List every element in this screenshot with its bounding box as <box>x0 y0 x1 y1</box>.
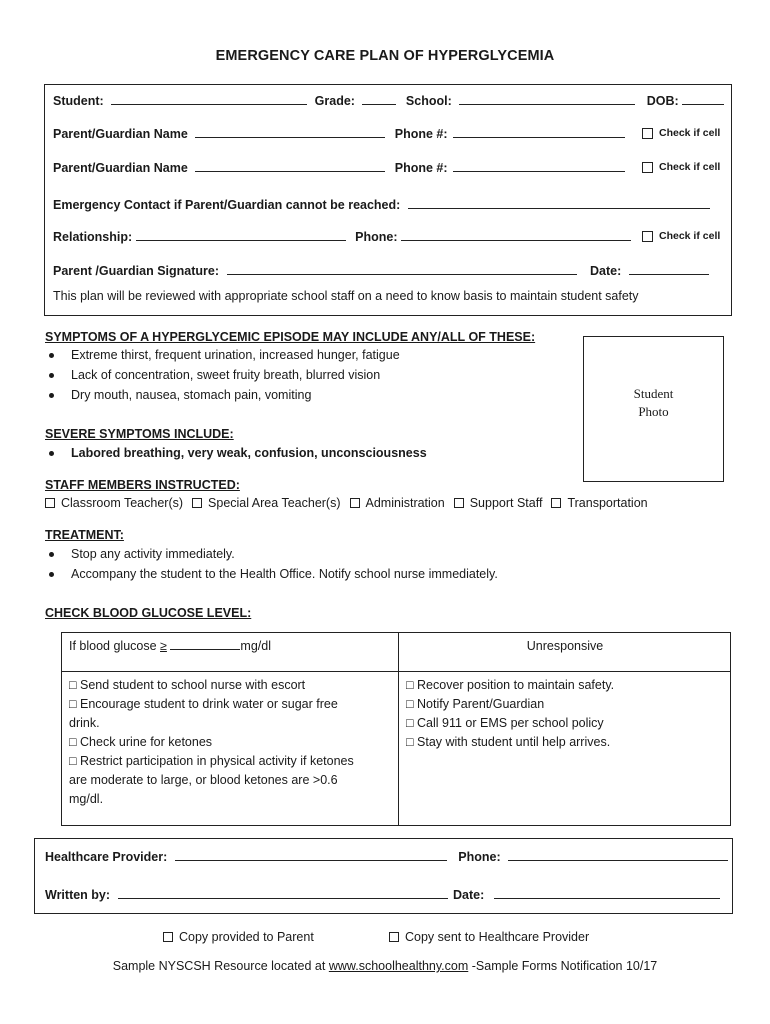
checkbox-icon <box>389 932 399 942</box>
parent1-label: Parent/Guardian Name <box>53 127 188 141</box>
signature-row <box>53 263 723 278</box>
symptoms-heading: SYMPTOMS OF A HYPERGLYCEMIC EPISODE MAY INCLUDE ANY/ALL OF THESE: <box>45 330 536 344</box>
checkbox-icon <box>642 231 653 242</box>
written-by-field[interactable] <box>118 887 448 899</box>
relationship-phone-label: Phone: <box>355 230 398 244</box>
signature-label: Parent /Guardian Signature: <box>53 264 220 278</box>
bullet-icon <box>49 373 54 378</box>
school-label: School: <box>405 94 452 108</box>
treatment-heading: TREATMENT: <box>45 528 124 542</box>
relationship-phone-field[interactable] <box>401 229 631 241</box>
emergency-contact-field[interactable] <box>408 197 710 209</box>
action-line: □ Send student to school nurse with escort <box>69 678 306 692</box>
copy-provider-option[interactable]: Copy sent to Healthcare Provider <box>389 930 589 944</box>
provider-phone-field[interactable] <box>508 849 728 861</box>
bullet-icon <box>49 393 54 398</box>
signature-date-field[interactable] <box>629 263 709 275</box>
parent2-phone-label: Phone #: <box>394 161 448 175</box>
staff-option-transportation[interactable]: Transportation <box>551 496 647 510</box>
parent1-cell-checkbox[interactable] <box>642 127 720 139</box>
signature-date-label: Date: <box>589 264 622 278</box>
student-info-box <box>44 84 732 316</box>
glucose-col2-actions <box>406 676 614 752</box>
parent2-name-field[interactable] <box>195 160 385 172</box>
checkbox-icon <box>350 498 360 508</box>
list-item <box>45 567 498 581</box>
bullet-icon <box>49 353 54 358</box>
dob-field[interactable] <box>682 93 724 105</box>
action-line: □ Encourage student to drink water or sugar free <box>69 697 338 711</box>
list-item <box>45 446 427 460</box>
parent1-name-field[interactable] <box>195 126 385 138</box>
glucose-heading: CHECK BLOOD GLUCOSE LEVEL: <box>45 606 252 620</box>
provider-phone-label: Phone: <box>458 850 501 864</box>
parent2-phone-field[interactable] <box>453 160 625 172</box>
staff-heading: STAFF MEMBERS INSTRUCTED: <box>45 478 240 492</box>
action-line: □ Call 911 or EMS per school policy <box>406 716 604 730</box>
action-line: □ Notify Parent/Guardian <box>406 697 545 711</box>
emergency-label: Emergency Contact if Parent/Guardian cannot be reached: <box>53 198 401 212</box>
action-line: are moderate to large, or blood ketones are >0.6 <box>69 773 338 787</box>
treatment-text: Stop any activity immediately. <box>71 547 235 561</box>
parent2-cell-checkbox[interactable] <box>642 161 720 173</box>
action-line: □ Check urine for ketones <box>69 735 213 749</box>
photo-label-line2: Photo <box>638 404 669 419</box>
student-label: Student: <box>53 94 104 108</box>
action-line: drink. <box>69 716 100 730</box>
student-row <box>53 93 723 108</box>
checkbox-icon <box>454 498 464 508</box>
page-title: EMERGENCY CARE PLAN OF HYPERGLYCEMIA <box>215 48 555 64</box>
photo-label-line1: Student <box>633 386 674 401</box>
relationship-field[interactable] <box>136 229 346 241</box>
written-date-field[interactable] <box>494 887 720 899</box>
list-item <box>45 547 235 561</box>
written-row <box>45 887 724 902</box>
signature-field[interactable] <box>227 263 577 275</box>
bullet-icon <box>49 552 54 557</box>
school-field[interactable] <box>459 93 635 105</box>
action-line: □ Recover position to maintain safety. <box>406 678 615 692</box>
action-line: □ Stay with student until help arrives. <box>406 735 611 749</box>
check-cell-label: Check if cell <box>659 161 721 173</box>
grade-field[interactable] <box>362 93 396 105</box>
checkbox-icon <box>163 932 173 942</box>
provider-label: Healthcare Provider: <box>45 850 168 864</box>
staff-option-special-area[interactable]: Special Area Teacher(s) <box>192 496 340 510</box>
staff-options <box>45 496 657 510</box>
footer-note: Sample NYSCSH Resource located at www.schoolhealthny.com -Sample Forms Notification 10/17 <box>112 959 658 973</box>
checkbox-icon <box>642 162 653 173</box>
list-item <box>45 348 400 362</box>
bullet-icon <box>49 572 54 577</box>
treatment-text: Accompany the student to the Health Office. Notify school nurse immediately. <box>71 567 498 581</box>
glucose-threshold-field[interactable] <box>170 638 240 650</box>
list-item <box>45 388 311 402</box>
checkbox-icon <box>45 498 55 508</box>
symptom-text: Extreme thirst, frequent urination, increased hunger, fatigue <box>71 348 400 362</box>
parent2-row <box>53 160 723 175</box>
relationship-row <box>53 229 723 244</box>
parent2-label: Parent/Guardian Name <box>53 161 188 175</box>
provider-box <box>34 838 733 914</box>
severe-symptom-text: Labored breathing, very weak, confusion, unconsciousness <box>71 446 427 460</box>
written-by-label: Written by: <box>45 888 111 902</box>
glucose-col1-actions <box>69 676 354 809</box>
parent1-phone-label: Phone #: <box>394 127 448 141</box>
glucose-col2-header: Unresponsive <box>526 639 604 653</box>
written-date-label: Date: <box>453 888 485 902</box>
glucose-col1-header: If blood glucose ≥ mg/dl <box>69 639 271 653</box>
staff-option-classroom[interactable]: Classroom Teacher(s) <box>45 496 183 510</box>
checkbox-icon <box>551 498 561 508</box>
checkbox-icon <box>192 498 202 508</box>
check-cell-label: Check if cell <box>659 230 721 242</box>
glucose-table <box>61 632 731 826</box>
relationship-cell-checkbox[interactable] <box>642 230 720 242</box>
parent1-row <box>53 126 723 141</box>
staff-option-support[interactable]: Support Staff <box>454 496 543 510</box>
relationship-label: Relationship: <box>53 230 133 244</box>
symptom-text: Dry mouth, nausea, stomach pain, vomiting <box>71 388 312 402</box>
check-cell-label: Check if cell <box>659 127 721 139</box>
provider-field[interactable] <box>175 849 447 861</box>
provider-row <box>45 849 724 864</box>
symptom-text: Lack of concentration, sweet fruity breath, blurred vision <box>71 368 381 382</box>
checkbox-icon <box>642 128 653 139</box>
bullet-icon <box>49 451 54 456</box>
student-name-field[interactable] <box>111 93 307 105</box>
dob-label: DOB: <box>646 94 679 108</box>
review-note: This plan will be reviewed with appropriate school staff on a need to know basis to maintain student safety <box>53 289 639 303</box>
severe-heading: SEVERE SYMPTOMS INCLUDE: <box>45 427 234 441</box>
action-line: mg/dl. <box>69 792 104 806</box>
copy-parent-option[interactable]: Copy provided to Parent <box>163 930 314 944</box>
parent1-phone-field[interactable] <box>453 126 625 138</box>
staff-option-administration[interactable]: Administration <box>350 496 445 510</box>
resource-link[interactable]: www.schoolhealthny.com <box>328 959 469 973</box>
student-photo-box[interactable] <box>583 336 724 482</box>
grade-label: Grade: <box>314 94 355 108</box>
emergency-row <box>53 197 723 212</box>
list-item <box>45 368 380 382</box>
action-line: □ Restrict participation in physical activity if ketones <box>69 754 354 768</box>
